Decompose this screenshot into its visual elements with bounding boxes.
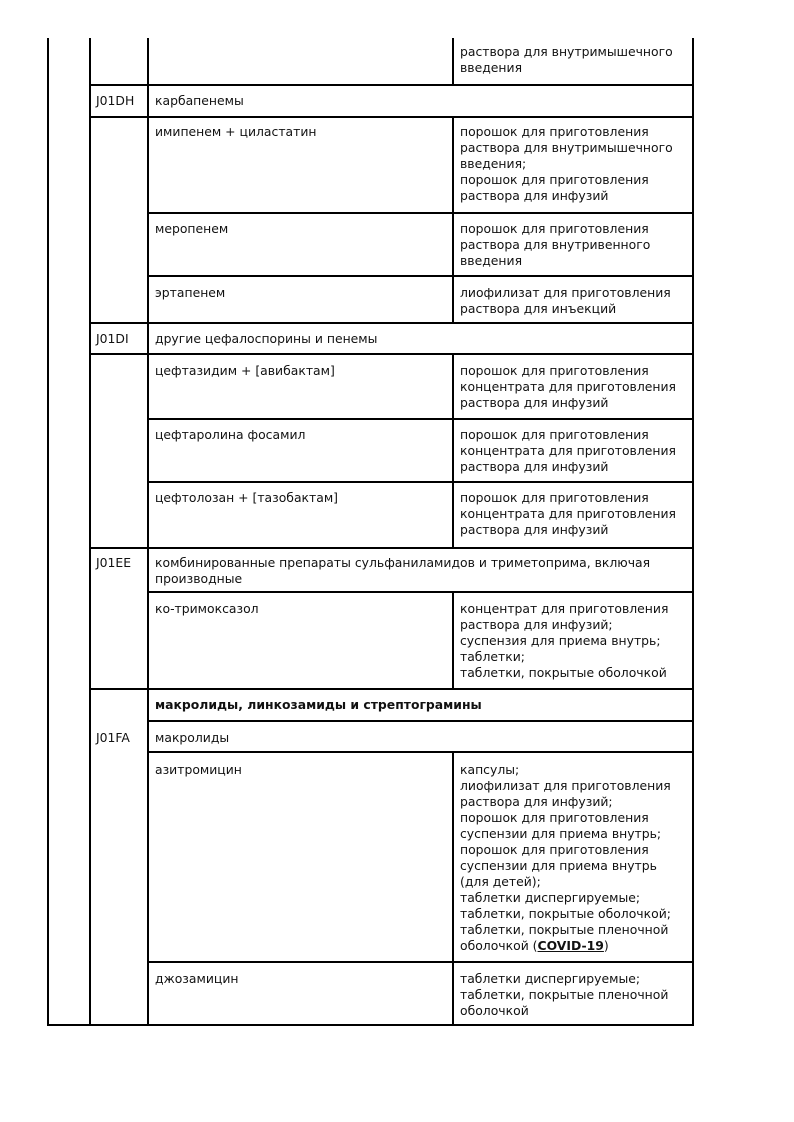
drug-name-cell: меропенем — [155, 221, 229, 236]
covid-19-link[interactable]: COVID-19 — [537, 938, 604, 953]
dosage-form-cell: таблетки диспергируемые; таблетки, покрытые пленочной оболочкой — [460, 971, 669, 1018]
row-divider — [147, 751, 694, 753]
dosage-form-tail: оболочкой ( — [460, 938, 538, 953]
group-name-cell: другие цефалоспорины и пенемы — [155, 331, 378, 346]
table-border-form-r6 — [452, 354, 454, 549]
drug-name-cell: эртапенем — [155, 285, 226, 300]
table-border-right — [692, 38, 694, 1026]
group-name-cell: макролиды — [155, 730, 230, 745]
row-divider — [89, 84, 694, 86]
drug-name-cell: джозамицин — [155, 971, 239, 986]
table-border-code — [89, 38, 91, 1026]
group-name-cell: комбинированные препараты сульфаниламидов и триметоприма, включая производные — [155, 555, 651, 586]
dosage-form-cell: порошок для приготовления раствора для внутримышечного введения; порошок для приготовления раствора для инфузий — [460, 124, 673, 203]
table-border-form-r0 — [452, 38, 454, 86]
group-name-cell: карбапенемы — [155, 93, 244, 108]
row-divider — [147, 275, 694, 277]
atc-code-cell: J01FA — [96, 730, 130, 745]
section-heading: макролиды, линкозамиды и стрептограмины — [155, 697, 482, 712]
drug-name-cell: цефтолозан + [тазобактам] — [155, 490, 339, 505]
row-divider — [89, 116, 694, 118]
table-border-form-r2 — [452, 117, 454, 323]
drug-name-cell: имипенем + циластатин — [155, 124, 317, 139]
dosage-form-cell: порошок для приготовления концентрата для приготовления раствора для инфузий — [460, 490, 676, 537]
dosage-form-cell: порошок для приготовления концентрата для приготовления раствора для инфузий — [460, 363, 676, 410]
drug-name-cell: азитромицин — [155, 762, 242, 777]
row-divider — [89, 547, 694, 549]
table-border-left — [47, 38, 49, 1026]
row-divider — [89, 688, 694, 690]
dosage-form-last-line — [460, 938, 609, 954]
dosage-form-end: ) — [603, 938, 609, 953]
row-divider — [147, 212, 694, 214]
dosage-form-cell: лиофилизат для приготовления раствора для инъекций — [460, 285, 671, 316]
dosage-form-cell: капсулы; лиофилизат для приготовления раствора для инфузий; порошок для приготовления суспензии для приема внутрь; порошок для приготовления суспензии для приема внутрь (для детей); таблетки диспергируемые; таблетки, покрытые оболочкой; таблетки, покрытые пленочной — [460, 762, 671, 937]
table-border-bottom — [47, 1024, 694, 1026]
drug-name-cell: цефтаролина фосамил — [155, 427, 306, 442]
table-border-drug — [147, 38, 149, 1026]
table-border-form-r13 — [452, 752, 454, 1026]
dosage-form-cell: порошок для приготовления раствора для внутривенного введения — [460, 221, 651, 268]
row-divider — [147, 481, 694, 483]
atc-code-cell: J01DH — [96, 93, 135, 108]
atc-code-cell: J01EE — [96, 555, 132, 570]
row-divider — [147, 591, 694, 593]
row-divider — [147, 418, 694, 420]
atc-code-cell: J01DI — [96, 331, 129, 346]
drug-name-cell: цефтазидим + [авибактам] — [155, 363, 335, 378]
drug-name-cell: ко-тримоксазол — [155, 601, 259, 616]
row-divider — [89, 322, 694, 324]
row-divider — [89, 353, 694, 355]
table-border-form-r10 — [452, 592, 454, 689]
row-divider — [147, 720, 694, 722]
dosage-form-cell: раствора для внутримышечного введения — [460, 44, 673, 75]
dosage-form-cell: концентрат для приготовления раствора для инфузий; суспензия для приема внутрь; таблетки; таблетки, покрытые оболочкой — [460, 601, 669, 680]
dosage-form-cell: порошок для приготовления концентрата для приготовления раствора для инфузий — [460, 427, 676, 474]
row-divider — [147, 961, 694, 963]
